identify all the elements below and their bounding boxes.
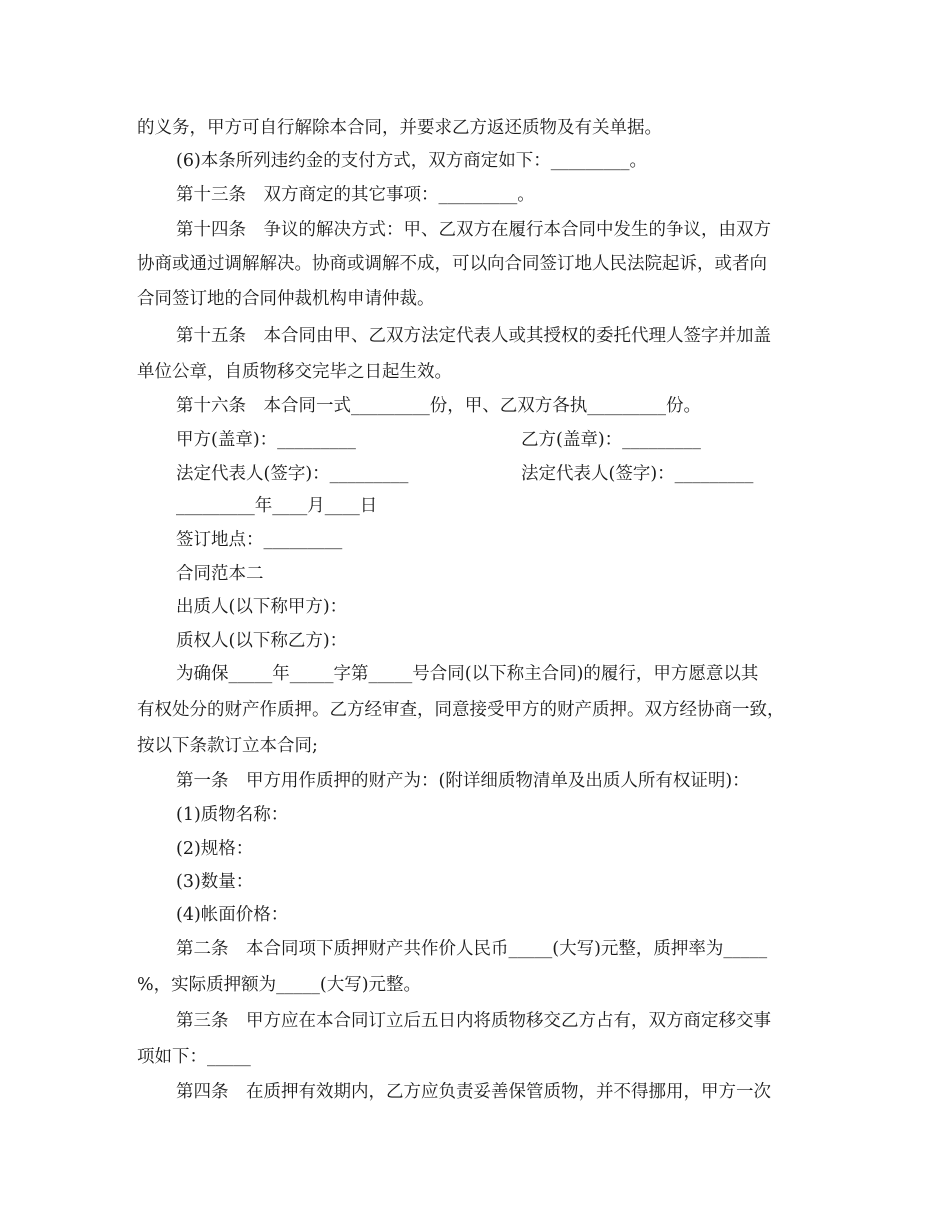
party-a-representative: 法定代表人(签字)：_________ [176, 464, 409, 484]
text-line: 项如下：_____ [137, 1047, 251, 1067]
text-line: (6)本条所列违约金的支付方式，双方商定如下：_________。 [176, 151, 648, 171]
text-line: 第一条 甲方用作质押的财产为：(附详细质物清单及出质人所有权证明)： [176, 771, 750, 791]
party-a-seal: 甲方(盖章)：_________ [176, 430, 356, 450]
list-item: (3)数量： [176, 872, 254, 892]
party-b-representative: 法定代表人(签字)：_________ [521, 464, 754, 484]
text-line: 质权人(以下称乙方)： [176, 631, 348, 651]
text-line: 第十三条 双方商定的其它事项：_________。 [176, 185, 535, 205]
list-item: (2)规格： [176, 839, 254, 859]
section-heading: 合同范本二 [176, 564, 264, 584]
text-line: 第三条 甲方应在本合同订立后五日内将质物移交乙方占有，双方商定移交事 [176, 1011, 771, 1031]
text-line: 单位公章，自质物移交完毕之日起生效。 [137, 362, 452, 382]
text-line: %，实际质押额为_____(大写)元整。 [137, 975, 422, 995]
list-item: (1)质物名称： [176, 805, 289, 825]
text-line: 第十四条 争议的解决方式：甲、乙双方在履行本合同中发生的争议，由双方 [176, 220, 771, 240]
text-line: 的义务，甲方可自行解除本合同，并要求乙方返还质物及有关单据。 [137, 118, 662, 138]
text-line: 为确保_____年_____字第_____号合同(以下称主合同)的履行，甲方愿意以其 [176, 664, 759, 684]
text-line: 有权处分的财产作质押。乙方经审查，同意接受甲方的财产质押。双方经协商一致， [137, 700, 785, 720]
list-item: (4)帐面价格： [176, 905, 289, 925]
text-line: 第十六条 本合同一式_________份，甲、乙双方各执_________份。 [176, 396, 701, 416]
text-line: 协商或通过调解解决。协商或调解不成，可以向合同签订地人民法院起诉，或者向 [137, 254, 767, 274]
text-line: 按以下条款订立本合同; [137, 736, 318, 756]
text-line: 第四条 在质押有效期内，乙方应负责妥善保管质物，并不得挪用，甲方一次 [176, 1082, 771, 1102]
text-line: 合同签订地的合同仲裁机构申请仲裁。 [137, 289, 435, 309]
party-b-seal: 乙方(盖章)：_________ [521, 430, 701, 450]
text-line: 第二条 本合同项下质押财产共作价人民币_____(大写)元整，质押率为_____ [176, 939, 768, 959]
text-line: 出质人(以下称甲方)： [176, 597, 348, 617]
text-line: 第十五条 本合同由甲、乙双方法定代表人或其授权的委托代理人签字并加盖 [176, 326, 771, 346]
signing-date: _________年____月____日 [176, 496, 378, 516]
signing-place: 签订地点：_________ [176, 530, 343, 550]
